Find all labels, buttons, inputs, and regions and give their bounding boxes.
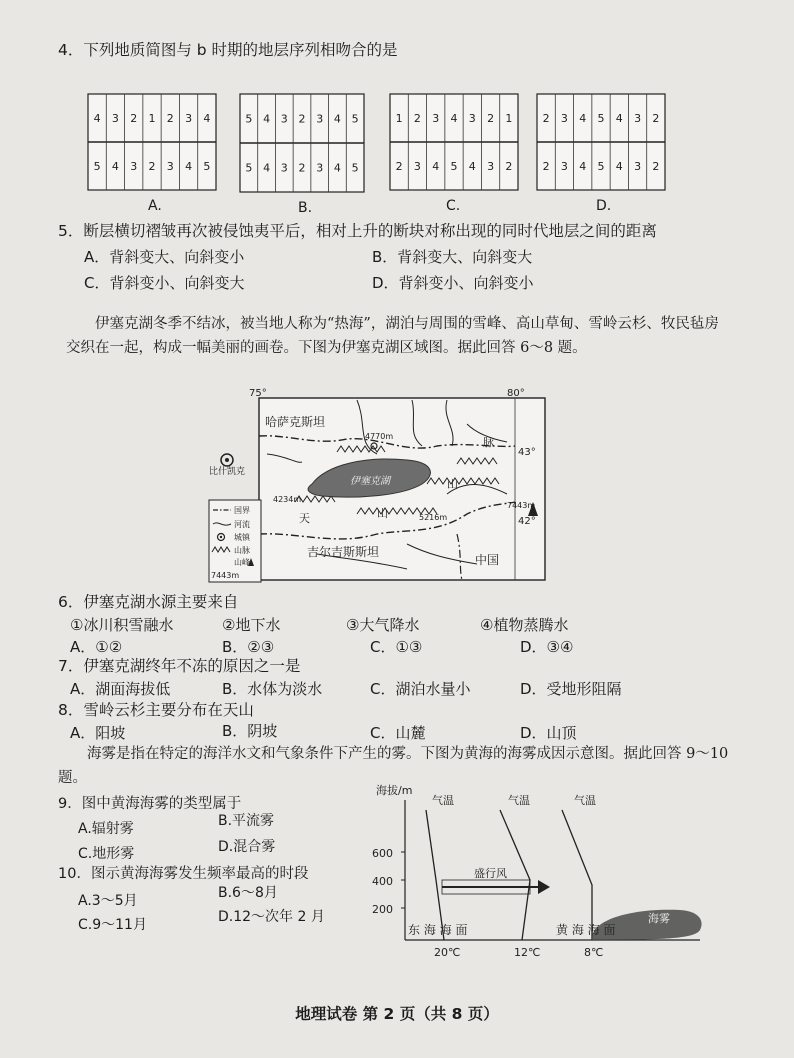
q7-option-b[interactable]: B．水体为淡水: [222, 680, 323, 698]
q10-option-a[interactable]: A.3～5月: [78, 893, 138, 909]
strata-number: 3: [634, 160, 642, 173]
q6-item-2: ②地下水: [222, 616, 281, 634]
strata-number: 3: [316, 112, 324, 126]
peak-4234: 4234m: [273, 495, 302, 504]
strata-number: 4: [450, 112, 458, 125]
lon-label-left: 75°: [249, 388, 267, 399]
strata-number: 3: [634, 112, 642, 125]
strata-diagram-a: [86, 92, 218, 196]
q7-option-d[interactable]: D．受地形阻隔: [520, 680, 622, 698]
city-bishkek: 比什凯克: [209, 467, 246, 477]
q5-option-b[interactable]: B．背斜变大、向斜变大: [372, 248, 533, 266]
temp-12: 12℃: [514, 946, 541, 959]
q8-option-c[interactable]: C．山麓: [370, 724, 426, 742]
strata-number: 2: [542, 112, 550, 125]
q10-option-d[interactable]: D.12～次年 2 月: [218, 909, 325, 925]
legend-peak-elev: 7443m: [211, 571, 240, 580]
strata-number: 4: [615, 160, 623, 173]
strata-number: 4: [203, 112, 211, 125]
q8-option-d[interactable]: D．山顶: [520, 724, 577, 742]
strata-number: 2: [413, 112, 421, 125]
country-kazakhstan: 哈萨克斯坦: [265, 415, 326, 429]
strata-number: 4: [432, 160, 440, 173]
lon-label-right: 80°: [507, 388, 525, 399]
q6-item-3: ③大气降水: [346, 616, 420, 634]
strata-number: 4: [333, 112, 341, 126]
strata-number: 5: [351, 112, 359, 126]
range-char-4: 脉: [483, 436, 494, 449]
strata-number: 3: [468, 112, 476, 125]
q6-item-4: ④植物蒸腾水: [480, 616, 569, 634]
issyk-kul-map: [207, 384, 547, 588]
fog-ylabel: 海拔/m: [376, 784, 413, 797]
q9-option-d[interactable]: D.混合雾: [218, 839, 276, 855]
q10-option-b[interactable]: B.6～8月: [218, 885, 278, 901]
strata-number: 5: [597, 112, 605, 125]
strata-number: 2: [395, 160, 403, 173]
strata-number: 4: [93, 112, 101, 125]
strata-number: 2: [298, 161, 306, 175]
wind-label: 盛行风: [474, 867, 507, 880]
temp-8: 8℃: [584, 946, 604, 959]
q10-option-c[interactable]: C.9～11月: [78, 917, 147, 933]
strata-number: 4: [615, 112, 623, 125]
strata-number: 5: [450, 160, 458, 173]
q6-option-b[interactable]: B．②③: [222, 638, 275, 656]
strata-number: 3: [166, 160, 174, 173]
strata-number: 4: [333, 161, 341, 175]
legend-river: 河流: [234, 520, 250, 529]
q8-stem: 8．雪岭云杉主要分布在天山: [58, 701, 254, 719]
diagram-label-d: D.: [596, 198, 612, 214]
q9-option-b[interactable]: B.平流雾: [218, 813, 275, 829]
strata-number: 3: [280, 161, 288, 175]
temp-label-2: 气温: [508, 794, 530, 807]
strata-number: 1: [395, 112, 403, 125]
strata-number: 2: [652, 160, 660, 173]
lat-label-bottom: 42°: [518, 516, 536, 527]
strata-number: 3: [560, 112, 568, 125]
strata-number: 3: [560, 160, 568, 173]
strata-number: 3: [111, 112, 119, 125]
strata-diagram-c: [388, 92, 520, 196]
legend-border: 国界: [234, 506, 250, 515]
strata-number: 3: [316, 161, 324, 175]
strata-number: 2: [148, 160, 156, 173]
strata-number: 5: [245, 161, 253, 175]
q6-option-a[interactable]: A．①②: [70, 638, 123, 656]
strata-number: 2: [652, 112, 660, 125]
q10-stem: 10．图示黄海海雾发生频率最高的时段: [58, 866, 309, 882]
peak-4770: 4770m: [365, 432, 394, 441]
strata-number: 3: [413, 160, 421, 173]
strata-number: 4: [579, 160, 587, 173]
strata-number: 3: [487, 160, 495, 173]
q7-option-a[interactable]: A．湖面海拔低: [70, 680, 171, 698]
q8-option-a[interactable]: A．阳坡: [70, 724, 126, 742]
strata-number: 5: [245, 112, 253, 126]
strata-number: 3: [130, 160, 138, 173]
strata-number: 4: [468, 160, 476, 173]
strata-number: 5: [351, 161, 359, 175]
range-char-1: 天: [299, 512, 310, 525]
q8-option-b[interactable]: B．阴坡: [222, 722, 278, 740]
strata-number: 3: [432, 112, 440, 125]
page-footer: 地理试卷 第 2 页（共 8 页）: [295, 1005, 499, 1023]
q6-item-1: ①冰川积雪融水: [70, 616, 174, 634]
east-sea-label: 东 海 海 面: [408, 923, 468, 937]
strata-diagram-b: [238, 92, 366, 198]
fog-tick-400: 400: [372, 875, 393, 888]
fog-tick-200: 200: [372, 903, 393, 916]
strata-number: 4: [263, 112, 271, 126]
lake-label: 伊塞克湖: [350, 476, 390, 487]
q5-option-d[interactable]: D．背斜变小、向斜变小: [372, 274, 534, 292]
strata-number: 4: [111, 160, 119, 173]
q4-stem: 4．下列地质简图与 b 时期的地层序列相吻合的是: [58, 41, 398, 59]
strata-number: 2: [166, 112, 174, 125]
q5-option-c[interactable]: C．背斜变小、向斜变大: [84, 274, 245, 292]
peak-5216: 5216m: [419, 513, 448, 522]
q9-option-c[interactable]: C.地形雾: [78, 846, 135, 862]
passage-issyk-kul: 伊塞克湖冬季不结冰，被当地人称为“热海”，湖泊与周围的雪峰、高山草甸、雪岭云杉、牧民毡房交织在一起，构成一幅美丽的画卷。下图为伊塞克湖区域图。据此回答 6～8 题。: [66, 316, 719, 356]
strata-number: 2: [130, 112, 138, 125]
q7-stem: 7．伊塞克湖终年不冻的原因之一是: [58, 657, 301, 675]
sea-fog-diagram: [370, 780, 715, 969]
strata-number: 5: [597, 160, 605, 173]
country-kyrgyzstan: 吉尔吉斯斯坦: [307, 545, 380, 559]
fog-label: 海雾: [648, 912, 670, 925]
q7-option-c[interactable]: C．湖泊水量小: [370, 680, 471, 698]
yellow-sea-label: 黄 海 海 面: [556, 923, 616, 937]
diagram-label-a: A.: [148, 198, 162, 214]
q5-stem: 5．断层横切褶皱再次被侵蚀夷平后，相对上升的断块对称出现的同时代地层之间的距离: [58, 222, 657, 240]
legend-city: 城镇: [234, 533, 250, 542]
legend-range: 山脉: [234, 546, 250, 555]
fog-tick-600: 600: [372, 847, 393, 860]
strata-number: 2: [505, 160, 513, 173]
strata-number: 5: [203, 160, 211, 173]
temp-label-3: 气温: [574, 794, 596, 807]
strata-number: 1: [148, 112, 156, 125]
temp-label-1: 气温: [432, 794, 454, 807]
q6-stem: 6．伊塞克湖水源主要来自: [58, 593, 239, 611]
strata-number: 4: [263, 161, 271, 175]
country-china: 中国: [475, 553, 500, 567]
passage-sea-fog: 海雾是指在特定的海洋水文和气象条件下产生的雾。下图为黄海的海雾成因示意图。据此回答 9～10 题。: [58, 746, 729, 786]
strata-number: 2: [542, 160, 550, 173]
q9-stem: 9．图中黄海海雾的类型属于: [58, 796, 242, 812]
legend-peak: 山峰: [234, 558, 250, 567]
strata-number: 2: [487, 112, 495, 125]
diagram-label-c: C.: [446, 198, 461, 214]
strata-number: 3: [280, 112, 288, 126]
temp-20: 20℃: [434, 946, 461, 959]
range-char-3: 山: [447, 478, 458, 491]
lat-label-top: 43°: [518, 447, 536, 458]
strata-number: 2: [298, 112, 306, 126]
strata-diagram-d: [535, 92, 667, 196]
range-char-2: 山: [377, 507, 388, 520]
strata-number: 1: [505, 112, 513, 125]
q9-option-a[interactable]: A.辐射雾: [78, 821, 134, 837]
q6-option-c[interactable]: C．①③: [370, 638, 423, 656]
strata-number: 4: [185, 160, 193, 173]
q6-option-d[interactable]: D．③④: [520, 638, 574, 656]
diagram-label-b: B.: [298, 200, 313, 216]
strata-number: 3: [185, 112, 193, 125]
q5-option-a[interactable]: A．背斜变大、向斜变小: [84, 248, 245, 266]
strata-number: 4: [579, 112, 587, 125]
strata-number: 5: [93, 160, 101, 173]
peak-7443: 7443m: [507, 501, 536, 510]
